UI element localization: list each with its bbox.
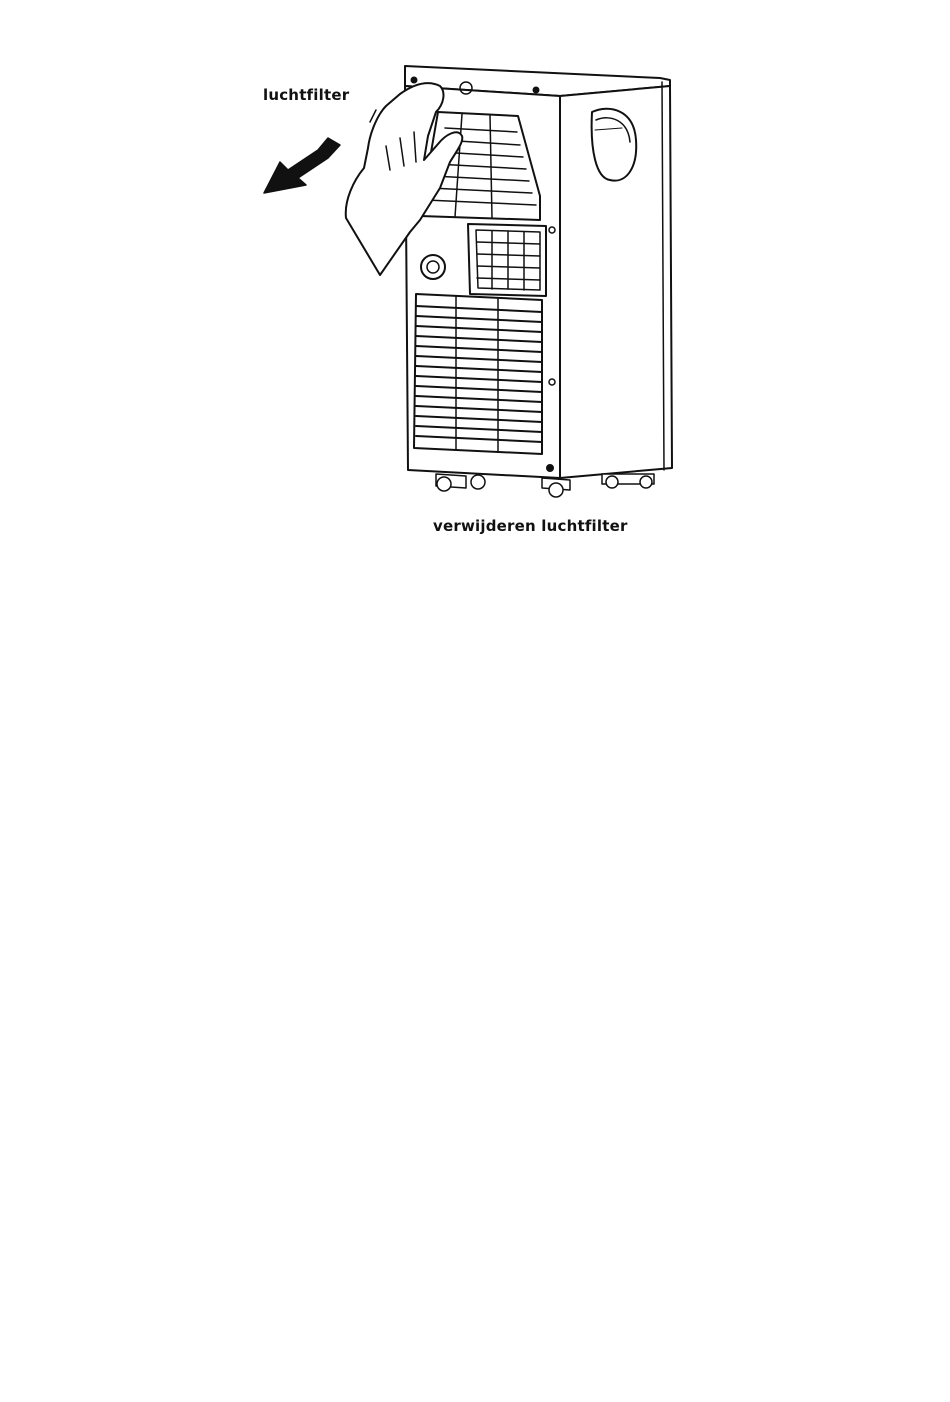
air-filter-callout-label: luchtfilter — [263, 86, 350, 104]
air-conditioner-drawing — [250, 50, 690, 510]
drain-knob-icon — [421, 255, 445, 279]
lower-intake-grille — [414, 294, 542, 454]
figure-caption: verwijderen luchtfilter — [433, 517, 628, 535]
air-filter-removal-illustration — [250, 50, 690, 510]
pull-arrow-icon — [264, 138, 340, 193]
